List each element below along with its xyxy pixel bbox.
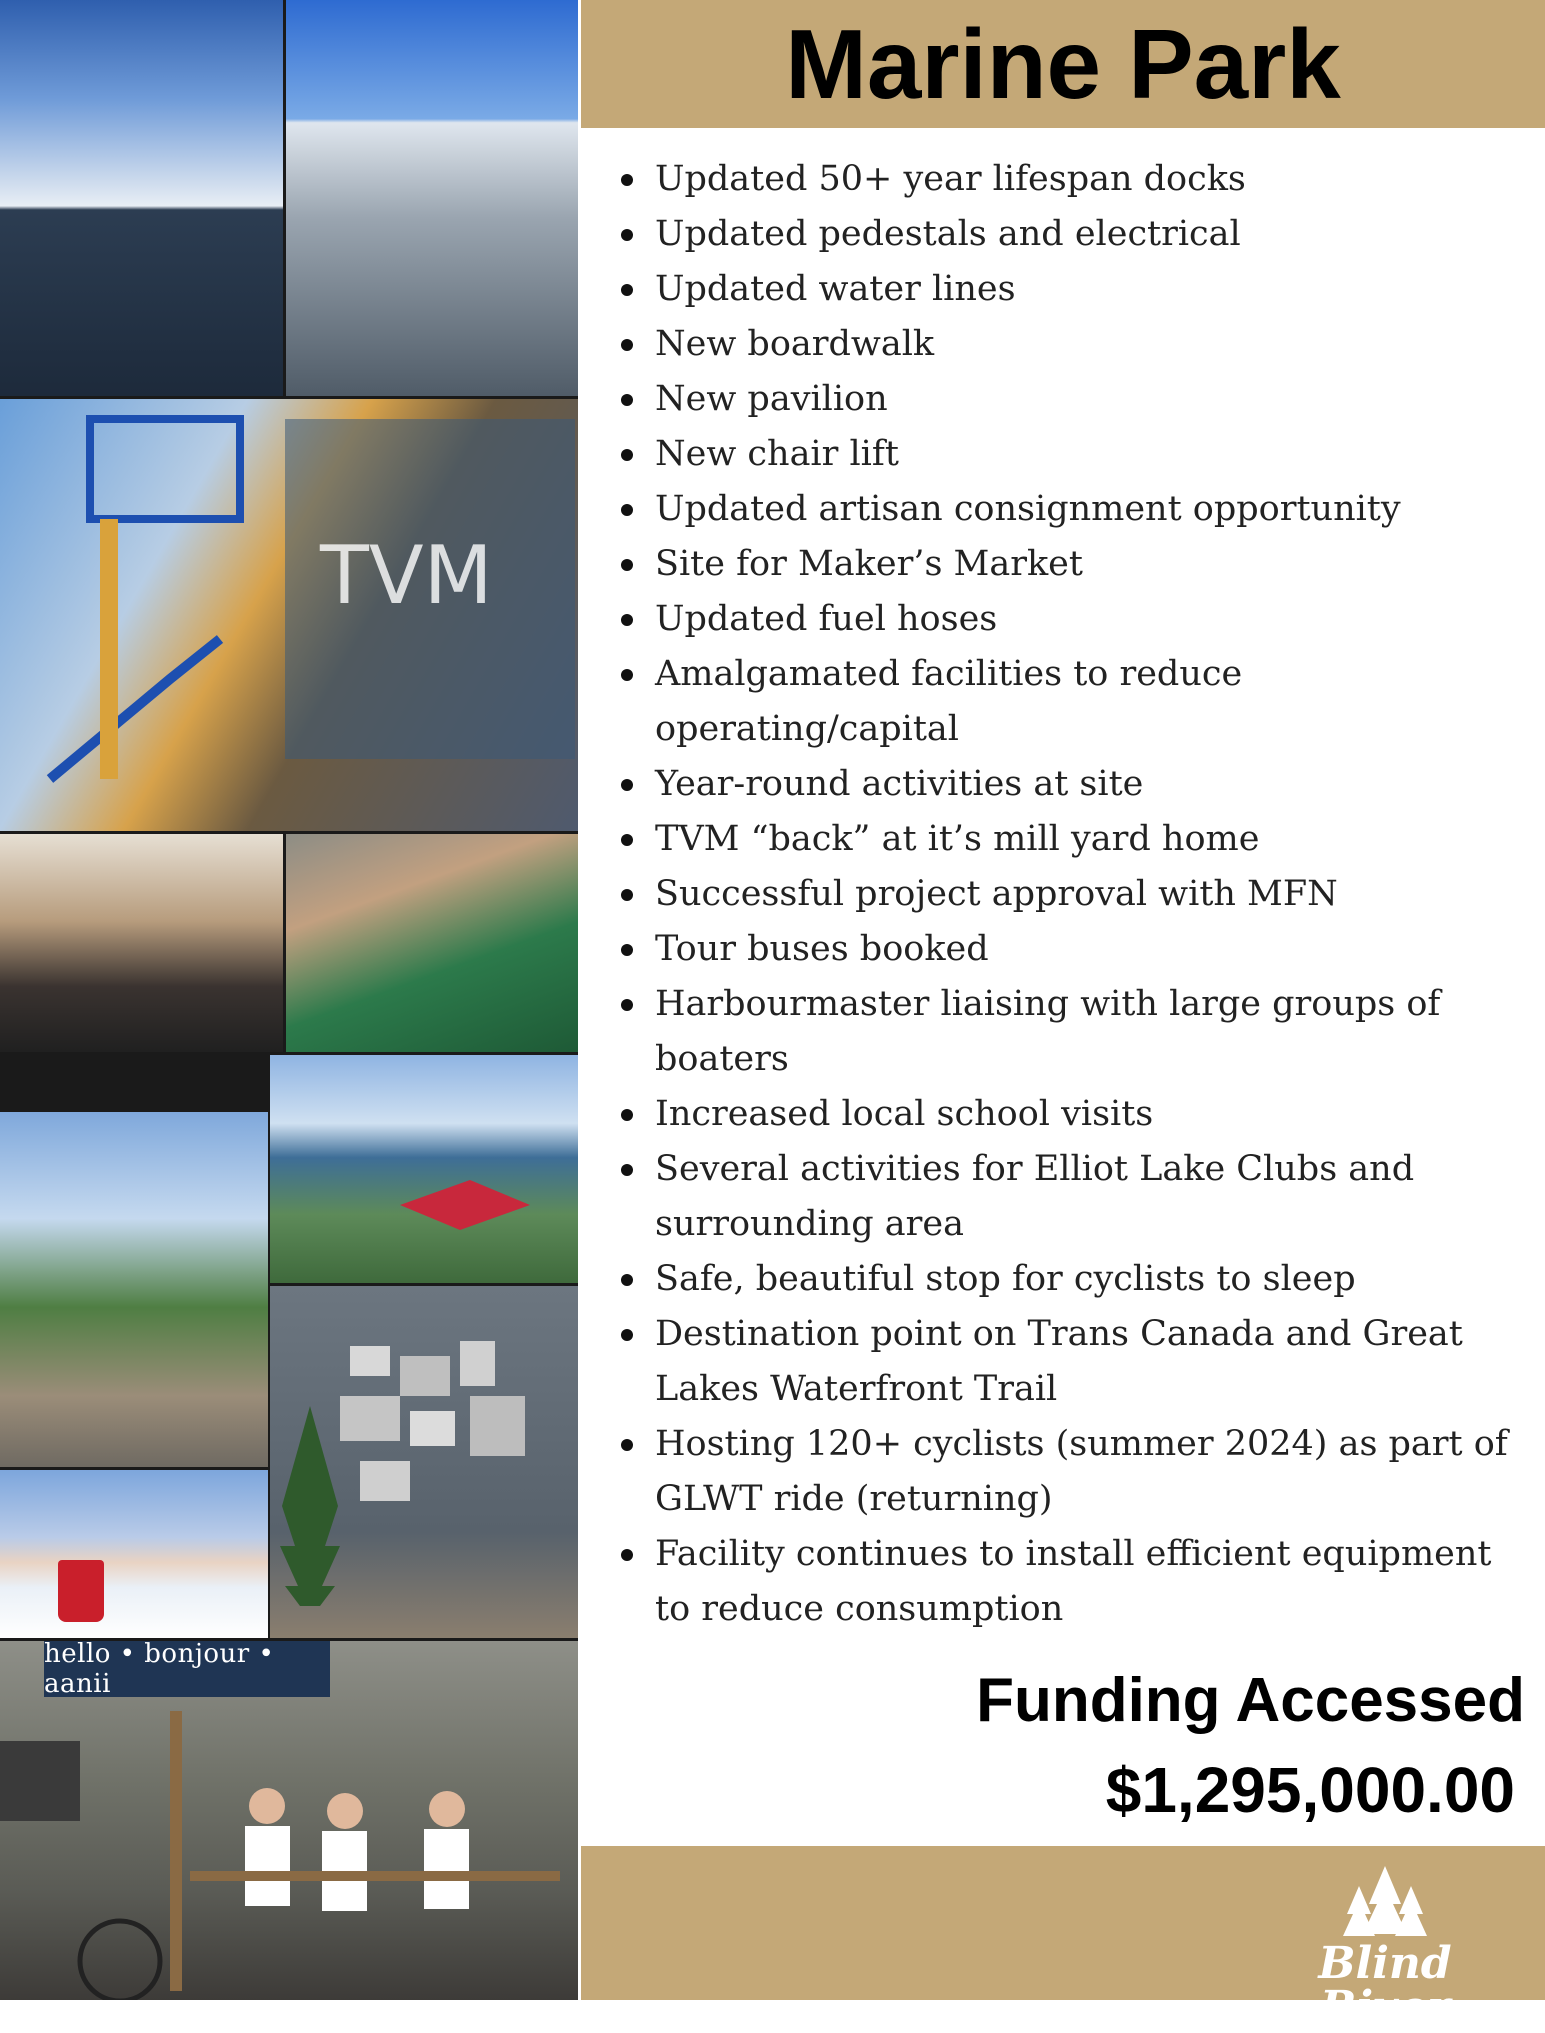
list-item: Amalgamated facilities to reduce operating/capital [655,647,1535,757]
blind-river-logo [1255,1864,1515,2033]
logo-text: Blind River [1318,1938,1452,2033]
list-item: Tour buses booked [655,922,1535,977]
feature-list [655,152,1535,1637]
list-item: Updated water lines [655,262,1535,317]
list-item: Several activities for Elliot Lake Clubs and surrounding area [655,1142,1535,1252]
photo-winter-mug [0,1470,268,1638]
list-item: Successful project approval with MFN [655,867,1535,922]
list-item: Updated pedestals and electrical [655,207,1535,262]
list-item: Harbourmaster liaising with large groups of boaters [655,977,1535,1087]
list-item: Updated fuel hoses [655,592,1535,647]
page-title: Marine Park [785,9,1341,119]
photo-gallery-wall [270,1286,578,1638]
list-item: Year-round activities at site [655,757,1535,812]
list-item: Site for Maker’s Market [655,537,1535,592]
funding-amount: $1,295,000.00 [1105,1754,1515,1826]
photo-collage [0,0,578,2000]
list-item: New chair lift [655,427,1535,482]
footer-band [581,1846,1545,2033]
tvm-window-text: TVM [320,529,493,622]
list-item: Increased local school visits [655,1087,1535,1142]
content-area [581,128,1545,1846]
list-item: Facility continues to install efficient equipment to reduce consumption [655,1527,1535,1637]
photo-boats-marina [286,0,578,396]
list-item: Destination point on Trans Canada and Great Lakes Waterfront Trail [655,1307,1535,1417]
photo-garden-walk [0,1112,268,1467]
list-item: Hosting 120+ cyclists (summer 2024) as part of GLWT ride (returning) [655,1417,1535,1527]
photo-cookie-decorating [286,834,578,1052]
list-item: Safe, beautiful stop for cyclists to sleep [655,1252,1535,1307]
list-item: Updated 50+ year lifespan docks [655,152,1535,207]
list-item: TVM “back” at it’s mill yard home [655,812,1535,867]
aerial-pavilion-shape [270,1055,578,1283]
photo-aerial-harbour [270,1055,578,1283]
wave-sign: hello • bonjour • aanii [44,1641,330,1697]
list-item: Updated artisan consignment opportunity [655,482,1535,537]
list-item: New pavilion [655,372,1535,427]
red-mug-shape [58,1560,104,1622]
photo-tvm-museum [0,399,578,831]
photo-tea-party [0,834,283,1052]
photo-dock-walkway [0,0,283,396]
funding-label: Funding Accessed [976,1666,1525,1735]
pine-trees-icon [1335,1864,1435,1940]
title-band [581,0,1545,128]
gallery-frames-shape [270,1286,578,1638]
list-item: New boardwalk [655,317,1535,372]
